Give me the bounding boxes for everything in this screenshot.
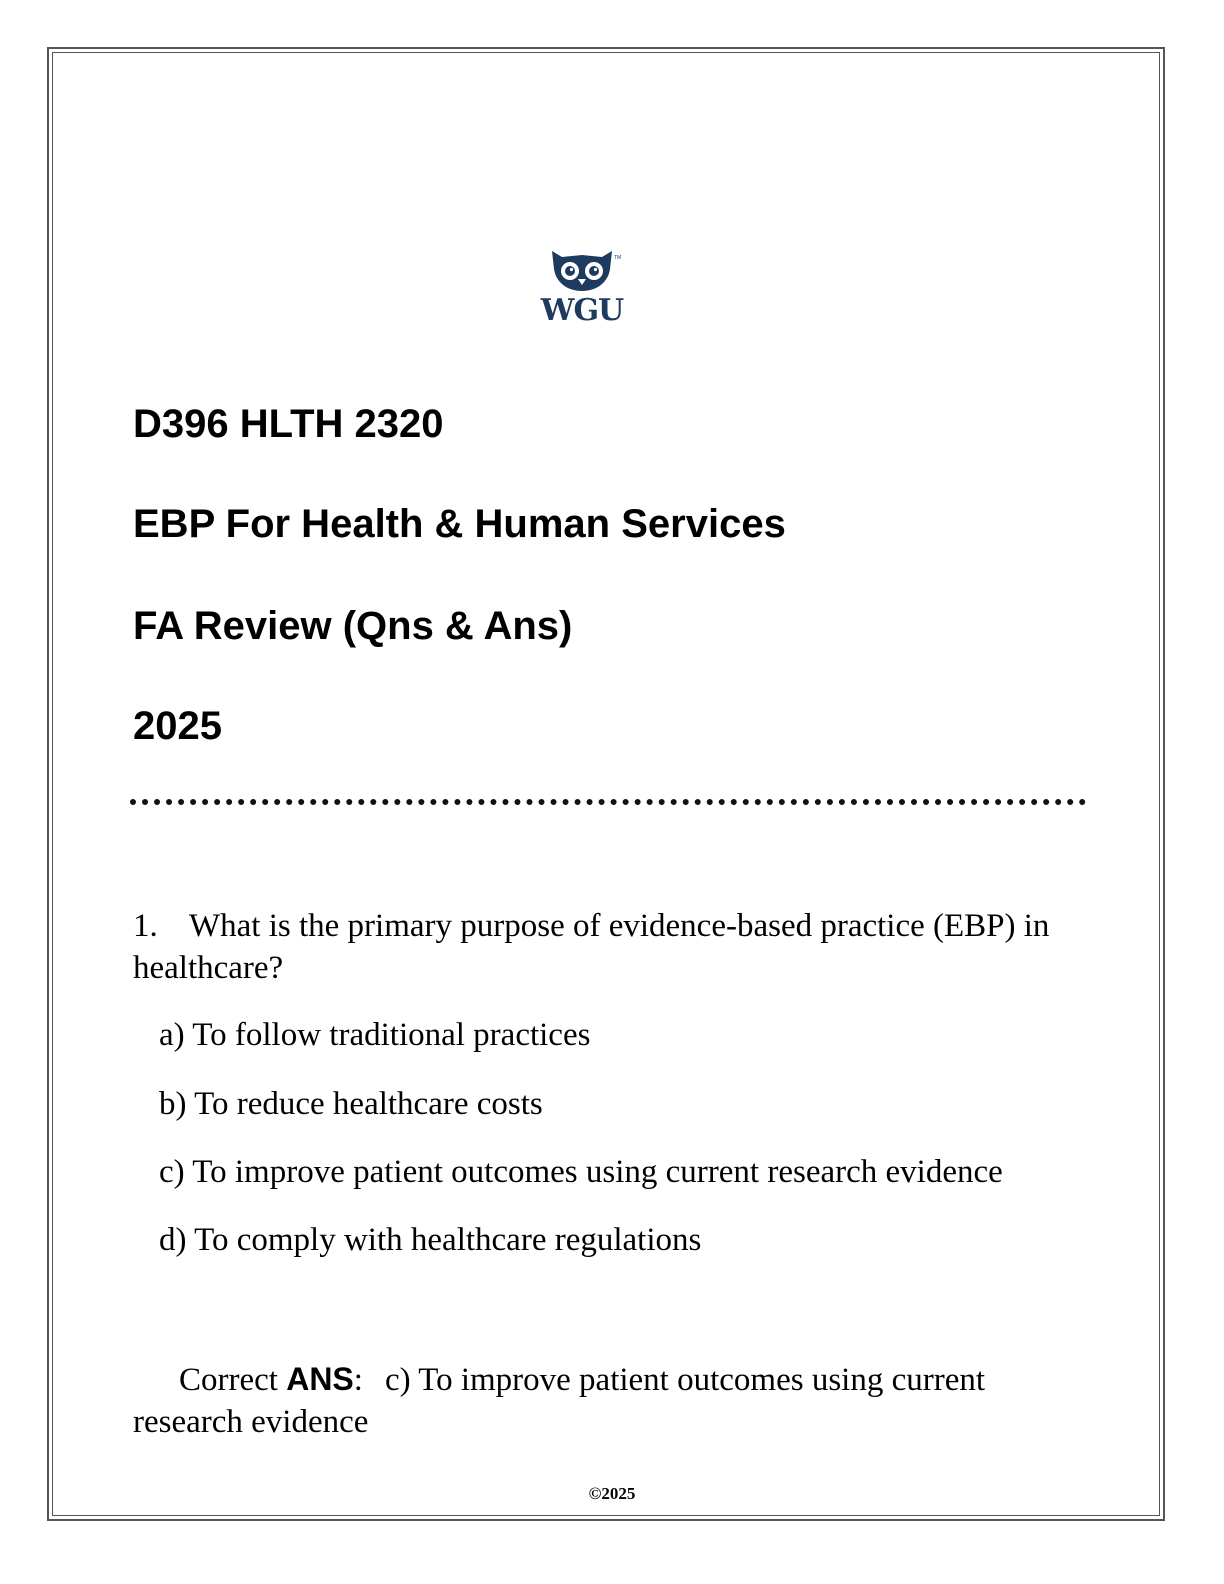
owl-icon (528, 243, 636, 295)
correct-answer (133, 1358, 1093, 1443)
course-code: D396 HLTH 2320 (133, 402, 444, 446)
wgu-logo (528, 243, 636, 339)
document-year: 2025 (133, 704, 222, 748)
answer-text: c) To improve patient outcomes using current research evidence (133, 1362, 986, 1440)
course-title: EBP For Health & Human Services (133, 502, 786, 546)
question-number: 1. (133, 908, 158, 944)
copyright-footer: ©2025 (588, 1484, 636, 1503)
question-1 (133, 905, 1093, 989)
logo-wordmark: WGU (540, 293, 624, 328)
question-text: What is the primary purpose of evidence-based practice (EBP) in healthcare? (133, 908, 1050, 986)
svg-text:TM: TM (614, 255, 622, 261)
answer-colon: : (353, 1362, 363, 1398)
option-c: c) To improve patient outcomes using current research evidence (159, 1154, 1003, 1190)
option-a: a) To follow traditional practices (159, 1017, 591, 1053)
dotted-divider (130, 799, 1086, 805)
answer-label: ANS (286, 1361, 354, 1397)
option-b: b) To reduce healthcare costs (159, 1086, 543, 1122)
review-label: FA Review (Qns & Ans) (133, 604, 573, 648)
option-d: d) To comply with healthcare regulations (159, 1222, 702, 1258)
answer-prefix: Correct (179, 1362, 278, 1398)
